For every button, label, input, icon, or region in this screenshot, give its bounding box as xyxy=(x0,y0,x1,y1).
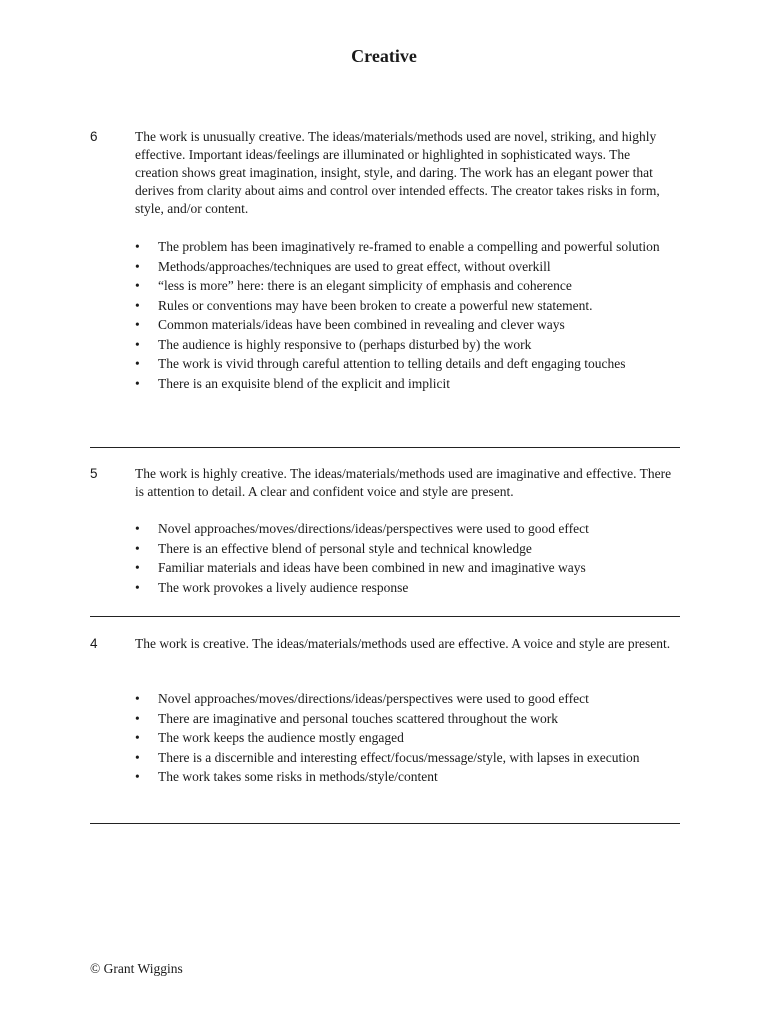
list-item: • The work takes some risks in methods/style/content xyxy=(135,768,680,786)
criteria-list xyxy=(135,520,680,598)
level-description: The work is creative. The ideas/materials/methods used are effective. A voice and style are present. xyxy=(135,636,671,651)
list-item: • The work keeps the audience mostly engaged xyxy=(135,729,680,747)
list-item: • Common materials/ideas have been combined in revealing and clever ways xyxy=(135,316,680,334)
criteria-list xyxy=(135,238,680,394)
section-divider xyxy=(90,823,680,824)
section-divider xyxy=(90,616,680,617)
list-item: • Rules or conventions may have been broken to create a powerful new statement. xyxy=(135,297,680,315)
list-item: • The audience is highly responsive to (perhaps disturbed by) the work xyxy=(135,336,680,354)
criteria-list xyxy=(135,690,680,788)
rubric-level-4 xyxy=(90,635,680,815)
list-item: • The work provokes a lively audience response xyxy=(135,579,680,597)
list-item: • Novel approaches/moves/directions/ideas/perspectives were used to good effect xyxy=(135,520,680,538)
score-level: 5 xyxy=(90,466,98,481)
list-item: • There is a discernible and interesting effect/focus/message/style, with lapses in execution xyxy=(135,749,680,767)
list-item: • “less is more” here: there is an elegant simplicity of emphasis and coherence xyxy=(135,277,680,295)
list-item: • Familiar materials and ideas have been combined in new and imaginative ways xyxy=(135,559,680,577)
list-item: • Methods/approaches/techniques are used to great effect, without overkill xyxy=(135,258,680,276)
copyright-footer: © Grant Wiggins xyxy=(90,961,183,976)
list-item: • Novel approaches/moves/directions/ideas/perspectives were used to good effect xyxy=(135,690,680,708)
rubric-level-5 xyxy=(90,465,680,605)
level-description: The work is unusually creative. The ideas/materials/methods used are novel, striking, and highly effective. Important ideas/feelings are illuminated or highlighted in sophisticated ways. The creation shows great imagination, insight, style, and daring. The work has an elegant power that derives from clarity about aims and control over intended effects. The creator takes risks in form, style, and/or content. xyxy=(135,129,660,216)
list-item: • There are imaginative and personal touches scattered throughout the work xyxy=(135,710,680,728)
rubric-level-6 xyxy=(90,128,680,428)
score-level: 6 xyxy=(90,129,98,144)
list-item: • There is an exquisite blend of the explicit and implicit xyxy=(135,375,680,393)
list-item: • There is an effective blend of personal style and technical knowledge xyxy=(135,540,680,558)
list-item: • The problem has been imaginatively re-framed to enable a compelling and powerful solution xyxy=(135,238,680,256)
section-divider xyxy=(90,447,680,448)
level-description: The work is highly creative. The ideas/materials/methods used are imaginative and effective. There is attention to detail. A clear and confident voice and style are present. xyxy=(135,466,672,499)
score-level: 4 xyxy=(90,636,98,651)
page-title: Creative xyxy=(351,46,417,66)
list-item: • The work is vivid through careful attention to telling details and deft engaging touches xyxy=(135,355,680,373)
